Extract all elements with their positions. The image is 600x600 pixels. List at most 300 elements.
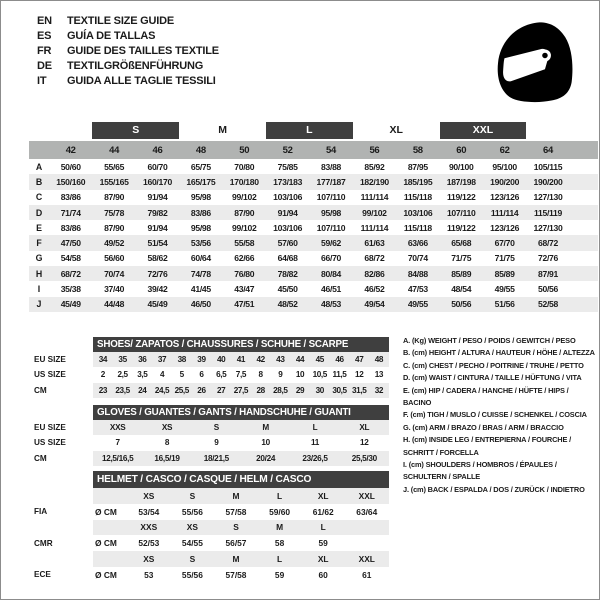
value-cell: 10 <box>295 370 305 380</box>
value-cell: 8 <box>258 370 263 380</box>
measure-cell: 82/86 <box>364 268 385 279</box>
size-cell: XS <box>143 554 155 565</box>
measure-cell: 95/100 <box>492 161 517 172</box>
measure-cell: 46/51 <box>321 284 342 295</box>
value-cell: 48 <box>374 355 384 365</box>
helmet-sizes-row <box>31 488 391 504</box>
value-cell: 6 <box>199 370 204 380</box>
value-cell: 57/58 <box>225 506 247 517</box>
measure-cell: 160/170 <box>142 176 172 187</box>
language-code: IT <box>37 75 47 88</box>
legend-item: B. (cm) HEIGHT / ALTURA / HAUTEUR / HÖHE / ALTEZZA <box>403 348 595 358</box>
language-title: TEXTILE SIZE GUIDE <box>67 14 175 27</box>
language-row <box>37 43 219 58</box>
value-cell: S <box>213 423 219 433</box>
value-cell: 11,5 <box>332 370 347 380</box>
legend-item: A. (Kg) WEIGHT / PESO / POIDS / GEWITCH / PESO <box>403 336 576 345</box>
value-cell: 52/53 <box>138 538 160 549</box>
size-group-s: S <box>92 122 179 139</box>
legend-item: E. (cm) HIP / CADERA / HANCHE / HÜFTE / HIPS / BACINO <box>403 385 569 408</box>
measure-cell: 84/88 <box>407 268 428 279</box>
measure-cell: 105/115 <box>533 161 563 172</box>
value-cell: 28,5 <box>273 385 288 395</box>
measure-cell: 47/53 <box>407 284 428 295</box>
value-cell: XXS <box>109 423 126 433</box>
value-cell: 24,5 <box>154 385 170 395</box>
legend-item: C. (cm) CHEST / PECHO / POITRINE / TRUHE / PETTO <box>403 360 584 370</box>
measure-cell: 46/50 <box>190 299 211 310</box>
measure-cell: 47/51 <box>234 299 255 310</box>
helmet-sizes-row <box>31 520 391 536</box>
measure-cell: 61/63 <box>364 238 385 249</box>
measure-cell: 107/110 <box>446 207 476 218</box>
measure-cell: 60/70 <box>147 161 168 172</box>
measurement-legend <box>403 335 596 496</box>
value-cell: 46 <box>335 355 344 365</box>
measure-cell: 37/40 <box>104 284 125 295</box>
column-header: 50 <box>239 144 250 156</box>
measure-cell: 45/50 <box>277 284 298 295</box>
measure-cell: 66/70 <box>321 253 342 264</box>
value-cell: 7 <box>115 438 120 448</box>
table-title: HELMET / CASCO / CASQUE / HELM / CASCO <box>93 471 389 488</box>
measure-cell: 54/58 <box>60 253 81 264</box>
table-row <box>31 383 391 398</box>
measure-cell: 190/200 <box>533 176 563 187</box>
size-cell: XXS <box>140 522 158 533</box>
size-group-xl: XL <box>389 124 403 136</box>
measure-cell: 60/64 <box>190 253 211 264</box>
value-cell: 55/56 <box>181 569 203 580</box>
value-cell: M <box>262 423 269 433</box>
row-letter: H <box>35 268 43 279</box>
size-cell: S <box>189 490 196 501</box>
value-cell: 43 <box>276 355 285 365</box>
measure-cell: 115/118 <box>403 192 432 203</box>
size-cell: M <box>232 554 240 565</box>
row-letter: J <box>36 299 42 310</box>
unit-label: Ø CM <box>95 538 117 549</box>
measure-cell: 48/53 <box>321 299 342 310</box>
measure-cell: 119/122 <box>446 222 476 233</box>
measure-cell: 95/98 <box>190 192 211 203</box>
measure-cell: 103/106 <box>273 222 303 233</box>
measure-cell: 95/98 <box>190 222 211 233</box>
measure-cell: 99/102 <box>232 222 257 233</box>
measure-cell: 51/56 <box>494 299 515 310</box>
value-cell: 3,5 <box>137 370 148 380</box>
value-cell: 54/55 <box>181 538 203 549</box>
value-cell: 2,5 <box>117 370 128 380</box>
value-cell: 8 <box>164 438 170 448</box>
value-cell: 12 <box>360 438 369 448</box>
legend-item: F. (cm) TIGH / MUSLO / CUISSE / SCHENKEL / COSCIA <box>403 410 587 420</box>
legend-item: J. (cm) BACK / ESPALDA / DOS / ZURÜCK / INDIETRO <box>403 484 585 494</box>
row-label: EU SIZE <box>34 355 66 365</box>
measure-cell: 83/86 <box>190 207 211 218</box>
value-cell: 10 <box>261 438 270 448</box>
measure-cell: 44/48 <box>104 299 125 310</box>
measure-cell: 64/68 <box>277 253 298 264</box>
row-label: CM <box>34 385 47 395</box>
helmet-sizes-row <box>31 551 391 567</box>
measure-cell: 45/49 <box>60 299 81 310</box>
value-cell: L <box>312 423 318 433</box>
column-header: 46 <box>152 144 163 156</box>
cell-band <box>93 488 389 504</box>
measure-cell: 46/52 <box>364 284 385 295</box>
cell-band <box>93 383 389 398</box>
measure-row-h <box>29 266 598 281</box>
measure-cell: 48/52 <box>277 299 298 310</box>
measure-cell: 70/74 <box>104 268 125 279</box>
measure-row-e <box>29 220 598 235</box>
measure-cell: 71/74 <box>60 207 81 218</box>
value-cell: 18/21,5 <box>203 453 229 463</box>
measure-cell: 59/62 <box>321 238 342 249</box>
measure-cell: 58/62 <box>147 253 168 264</box>
table-row <box>31 352 391 367</box>
measure-row-a <box>29 159 598 174</box>
value-cell: 37 <box>157 355 167 365</box>
value-cell: 29 <box>295 385 305 395</box>
measure-cell: 72/76 <box>537 253 558 264</box>
measure-row-i <box>29 281 598 296</box>
measure-cell: 107/110 <box>316 192 346 203</box>
measure-row-c <box>29 190 598 205</box>
measure-cell: 52/58 <box>537 299 558 310</box>
measure-cell: 50/56 <box>451 299 472 310</box>
value-cell: 11 <box>310 438 319 448</box>
value-cell: 23,5 <box>115 385 130 395</box>
measure-cell: 39/42 <box>147 284 168 295</box>
column-header: 44 <box>109 144 120 156</box>
column-header-row <box>29 141 598 159</box>
measure-cell: 127/130 <box>533 192 563 203</box>
cell-band <box>93 504 389 520</box>
measure-cell: 74/78 <box>190 268 211 279</box>
measure-cell: 55/65 <box>104 161 125 172</box>
cell-band <box>93 352 389 367</box>
measure-cell: 70/80 <box>234 161 255 172</box>
measure-cell: 65/68 <box>451 238 472 249</box>
measure-cell: 190/200 <box>490 176 520 187</box>
value-cell: 56/57 <box>225 538 247 549</box>
value-cell: 9 <box>278 370 283 380</box>
row-letter: I <box>37 284 41 295</box>
measure-row-f <box>29 235 598 250</box>
language-title: GUÍA DE TALLAS <box>67 29 156 42</box>
language-code: EN <box>37 14 52 27</box>
language-title-list <box>37 13 219 89</box>
value-cell: 36 <box>138 355 147 365</box>
cell-band <box>93 551 389 567</box>
value-cell: 27,5 <box>233 385 249 395</box>
table-title: GLOVES / GUANTES / GANTS / HANDSCHUHE / GUANTI <box>93 405 389 420</box>
measure-cell: 173/183 <box>273 176 303 187</box>
measure-cell: 53/56 <box>190 238 211 249</box>
column-header: 48 <box>195 144 206 156</box>
legend-item: I. (cm) SHOULDERS / HOMBROS / ÉPAULES / SCHULTERN / SPALLE <box>403 460 557 482</box>
table-row <box>31 435 391 450</box>
helmet-icon <box>487 15 579 107</box>
cell-band <box>93 451 389 466</box>
value-cell: 13 <box>374 370 384 380</box>
value-cell: 28 <box>256 385 265 395</box>
value-cell: 53 <box>144 569 154 580</box>
measure-cell: 182/190 <box>359 176 389 187</box>
measure-cell: 83/86 <box>60 192 81 203</box>
measure-cell: 78/82 <box>277 268 298 279</box>
column-header: 54 <box>326 144 337 156</box>
row-letter: D <box>35 207 43 218</box>
shoes-size-table <box>31 337 391 398</box>
measure-row-b <box>29 174 598 189</box>
helmet-values-row <box>31 567 391 583</box>
row-label: CM <box>34 453 47 463</box>
value-cell: 4 <box>159 370 165 380</box>
size-cell: XXL <box>358 554 375 565</box>
row-letter: A <box>35 161 43 172</box>
language-row <box>37 28 219 43</box>
value-cell: 5 <box>179 370 184 380</box>
column-header: 62 <box>499 144 510 156</box>
row-letter: C <box>35 192 43 203</box>
measure-row-d <box>29 205 598 220</box>
measure-cell: 35/38 <box>60 284 81 295</box>
column-header: 64 <box>543 144 553 156</box>
value-cell: 25,5/30 <box>351 453 377 463</box>
value-cell: 16,5/19 <box>154 453 180 463</box>
value-cell: 53/54 <box>138 506 160 517</box>
measure-cell: 85/89 <box>494 268 515 279</box>
value-cell: 35 <box>118 355 127 365</box>
cell-band <box>93 567 389 583</box>
value-cell: 2 <box>100 370 105 380</box>
column-header: 42 <box>65 144 76 156</box>
row-letter: F <box>36 238 42 249</box>
value-cell: 45 <box>315 355 324 365</box>
size-group-m: M <box>218 124 227 136</box>
value-cell: 58 <box>274 538 285 549</box>
language-row <box>37 59 219 74</box>
value-cell: 59/60 <box>269 506 291 517</box>
size-cell: M <box>276 522 284 533</box>
table-row <box>31 451 391 466</box>
value-cell: 57/58 <box>225 569 247 580</box>
measure-cell: 85/89 <box>451 268 472 279</box>
unit-label: Ø CM <box>95 569 117 580</box>
size-cell: XL <box>317 554 329 565</box>
standard-label: CMR <box>34 538 53 548</box>
column-header: 58 <box>412 144 423 156</box>
measure-cell: 170/180 <box>229 176 259 187</box>
value-cell: 40 <box>217 355 226 365</box>
cell-band <box>93 435 389 450</box>
row-label: US SIZE <box>34 370 66 380</box>
table-row <box>31 367 391 382</box>
measure-cell: 87/90 <box>104 192 125 203</box>
measure-cell: 76/80 <box>234 268 255 279</box>
value-cell: 10,5 <box>312 370 327 380</box>
row-label: US SIZE <box>34 438 66 448</box>
size-cell: L <box>277 554 283 565</box>
measure-cell: 49/55 <box>494 284 515 295</box>
size-cell: L <box>320 522 326 533</box>
value-cell: 20/24 <box>256 453 276 463</box>
size-cell: XS <box>143 490 155 501</box>
table-row <box>31 420 391 435</box>
value-cell: 47 <box>355 355 364 365</box>
measure-cell: 68/72 <box>60 268 81 279</box>
measure-cell: 90/100 <box>448 161 474 172</box>
value-cell: 39 <box>197 355 206 365</box>
measure-cell: 95/98 <box>321 207 342 218</box>
value-cell: 59 <box>318 538 328 549</box>
value-cell: 32 <box>374 385 384 395</box>
measure-cell: 68/72 <box>537 238 558 249</box>
value-cell: 38 <box>177 355 186 365</box>
value-cell: XS <box>161 423 173 433</box>
value-cell: 12,5/16,5 <box>101 453 134 463</box>
measure-cell: 123/126 <box>490 222 520 233</box>
measure-cell: 51/54 <box>147 238 168 249</box>
measure-cell: 57/60 <box>277 238 298 249</box>
measure-cell: 111/114 <box>360 192 389 203</box>
size-cell: S <box>233 522 239 533</box>
row-letter: E <box>36 222 42 233</box>
size-group-l: L <box>266 122 353 139</box>
measure-cell: 150/160 <box>56 176 86 187</box>
cell-band <box>93 367 389 382</box>
measure-row-j <box>29 297 598 312</box>
measure-cell: 80/84 <box>321 268 342 279</box>
column-header: 56 <box>369 144 380 156</box>
value-cell: 23 <box>98 385 108 395</box>
size-cell: XS <box>186 522 198 533</box>
measure-cell: 85/92 <box>364 161 385 172</box>
measure-cell: 75/85 <box>277 161 298 172</box>
value-cell: 41 <box>236 355 246 365</box>
measure-cell: 99/102 <box>362 207 387 218</box>
value-cell: 61 <box>362 569 372 580</box>
row-label: EU SIZE <box>34 423 66 433</box>
language-row <box>37 13 219 28</box>
language-title: GUIDA ALLE TAGLIE TESSILI <box>67 75 216 88</box>
size-group-row <box>29 122 598 139</box>
legend-item: G. (cm) ARM / BRAZO / BRAS / ARM / BRACCIO <box>403 422 564 432</box>
legend-item: D. (cm) WAIST / CINTURA / TAILLE / HÜFTUNG / VITA <box>403 373 582 383</box>
value-cell: 61/62 <box>312 506 334 517</box>
measure-cell: 111/114 <box>490 207 519 218</box>
measure-cell: 50/56 <box>537 284 558 295</box>
value-cell: 7,5 <box>235 370 246 380</box>
measure-cell: 75/78 <box>104 207 125 218</box>
measure-cell: 70/74 <box>407 253 428 264</box>
measure-cell: 177/187 <box>316 176 346 187</box>
measure-cell: 83/88 <box>321 161 342 172</box>
measure-cell: 87/90 <box>104 222 125 233</box>
measure-cell: 87/95 <box>407 161 428 172</box>
measure-cell: 111/114 <box>360 222 389 233</box>
measure-cell: 45/49 <box>147 299 168 310</box>
measure-cell: 47/50 <box>60 238 81 249</box>
helmet-values-row <box>31 535 391 551</box>
value-cell: XL <box>359 423 370 433</box>
value-cell: 60 <box>318 569 328 580</box>
language-title: TEXTILGRÖßENFÜHRUNG <box>67 60 204 73</box>
measure-cell: 68/72 <box>364 253 385 264</box>
size-cell: L <box>277 490 283 501</box>
measure-cell: 115/119 <box>533 207 562 218</box>
size-cell: M <box>232 490 240 501</box>
measure-cell: 79/82 <box>147 207 168 218</box>
measure-cell: 55/58 <box>234 238 255 249</box>
measure-cell: 155/165 <box>99 176 129 187</box>
language-code: DE <box>37 60 52 73</box>
size-cell: XXL <box>358 490 375 501</box>
measure-cell: 185/195 <box>403 176 433 187</box>
measure-cell: 187/198 <box>446 176 476 187</box>
value-cell: 44 <box>295 355 305 365</box>
measure-cell: 107/110 <box>316 222 346 233</box>
standard-label: ECE <box>34 570 51 580</box>
value-cell: 55/56 <box>181 506 203 517</box>
helmet-size-table <box>31 471 391 583</box>
measure-cell: 99/102 <box>232 192 257 203</box>
cell-band <box>93 520 389 536</box>
cell-band <box>93 420 389 435</box>
gloves-size-table <box>31 405 391 466</box>
measure-cell: 103/106 <box>273 192 303 203</box>
measure-cell: 56/60 <box>104 253 125 264</box>
measure-cell: 87/90 <box>234 207 255 218</box>
measure-cell: 91/94 <box>147 222 168 233</box>
measure-cell: 62/66 <box>234 253 255 264</box>
value-cell: 6,5 <box>216 370 227 380</box>
standard-label: FIA <box>34 507 48 517</box>
measure-cell: 49/54 <box>364 299 385 310</box>
size-group-xxl: XXL <box>440 122 527 139</box>
cell-band <box>93 535 389 551</box>
value-cell: 59 <box>274 569 285 580</box>
language-code: ES <box>37 29 52 42</box>
measure-cell: 123/126 <box>490 192 520 203</box>
table-title: SHOES/ ZAPATOS / CHAUSSURES / SCHUHE / SCARPE <box>93 337 389 352</box>
helmet-values-row <box>31 504 391 520</box>
measure-cell: 63/66 <box>407 238 428 249</box>
value-cell: 30 <box>315 385 324 395</box>
language-title: GUIDE DES TAILLES TEXTILE <box>67 44 219 57</box>
language-row <box>37 74 219 89</box>
measure-cell: 127/130 <box>533 222 563 233</box>
value-cell: 23/26,5 <box>302 453 328 463</box>
value-cell: 63/64 <box>356 506 378 517</box>
measure-cell: 91/94 <box>277 207 298 218</box>
measure-cell: 91/94 <box>147 192 168 203</box>
language-code: FR <box>37 44 52 57</box>
value-cell: 26 <box>197 385 206 395</box>
value-cell: 31,5 <box>352 385 367 395</box>
value-cell: 34 <box>98 355 108 365</box>
measure-cell: 119/122 <box>446 192 476 203</box>
textile-size-table <box>29 122 598 312</box>
measure-cell: 49/52 <box>104 238 125 249</box>
measure-cell: 71/75 <box>451 253 472 264</box>
size-cell: XL <box>317 490 329 501</box>
column-header: 60 <box>456 144 467 156</box>
measure-cell: 50/60 <box>60 161 81 172</box>
